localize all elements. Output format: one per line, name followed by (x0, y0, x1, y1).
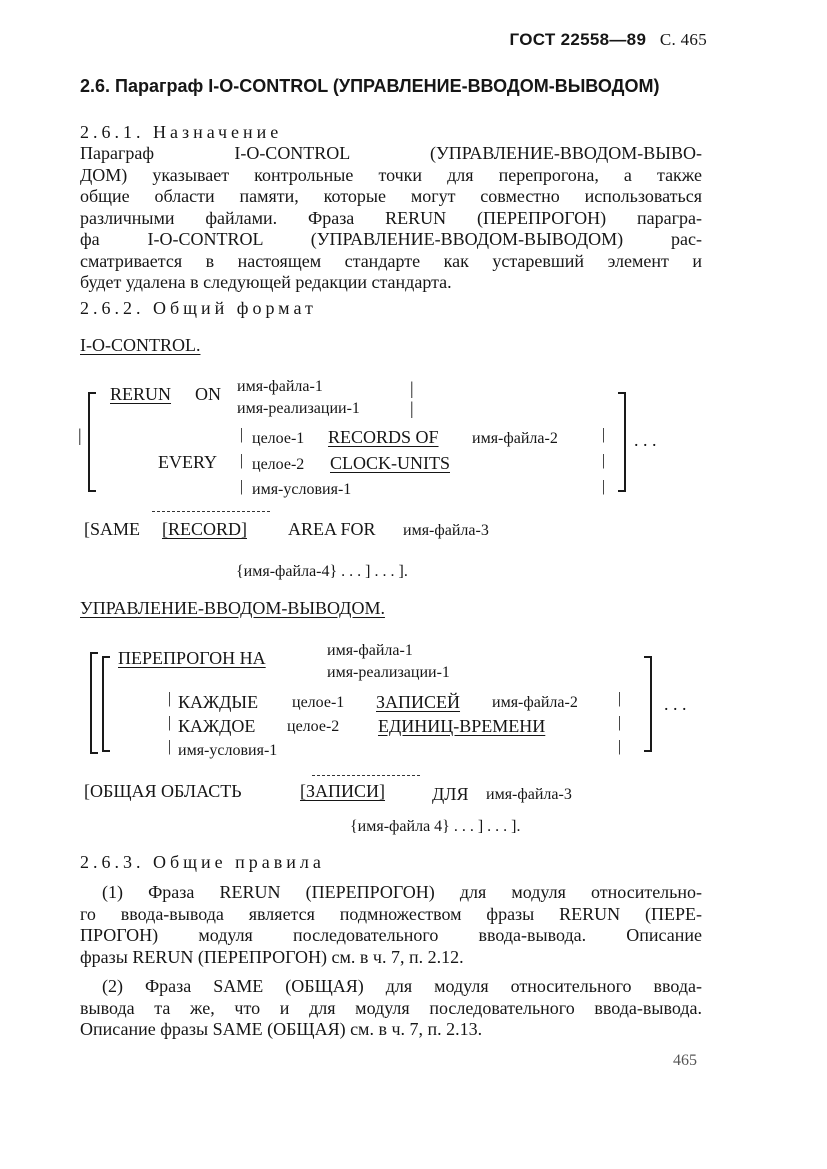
clock-units-keyword: CLOCK-UNITS (330, 453, 450, 473)
brace: | (618, 714, 622, 731)
io-control-keyword: I-O-CONTROL. (80, 335, 201, 355)
rerun-keyword: RERUN (110, 384, 172, 404)
io-control-keyword-ru: УПРАВЛЕНИЕ-ВВОДОМ-ВЫВОДОМ. (80, 598, 385, 618)
condition-name-1: имя-условия-1 (178, 742, 278, 759)
file-name-4-clause: {имя-файла-4} . . . ] . . . ]. (236, 563, 408, 580)
integer-1: целое-1 (252, 430, 305, 447)
records-optional-keyword: [ЗАПИСИ] (300, 781, 386, 801)
text-line: го ввода-вывода является подмножеством фразы RERUN (ПЕРЕ- (80, 903, 702, 924)
header-page: С. 465 (659, 30, 707, 49)
left-bracket (88, 392, 96, 492)
brace: | (602, 452, 606, 469)
rerun-keyword-ru: ПЕРЕПРОГОН НА (118, 648, 266, 668)
rule-2-paragraph (80, 976, 702, 1041)
brace: | (410, 378, 414, 398)
brace: | (618, 690, 622, 707)
brace: | (618, 738, 622, 755)
file-name-1: имя-файла-1 (327, 642, 413, 659)
brace: | (240, 452, 244, 469)
text-line: различными файлами. Фраза RERUN (ПЕРЕПРОГОН) парагра- (80, 207, 702, 228)
file-name-2: имя-файла-2 (472, 430, 558, 447)
brace: | (168, 714, 172, 731)
running-header (510, 30, 707, 50)
file-name-4-clause: {имя-файла 4} . . . ] . . . ]. (350, 818, 521, 835)
text-line: ПРОГОН) модуля последовательного ввода-вывода. Описание (80, 925, 702, 945)
brace: | (602, 426, 606, 443)
on-keyword: ON (195, 384, 221, 404)
text-line: общие области памяти, которые могут совместно использоваться (80, 186, 702, 206)
brace: | (240, 478, 244, 495)
text-line: (2) Фраза SAME (ОБЩАЯ) для модуля относительного ввода- (102, 976, 702, 996)
records-keyword-ru: ЗАПИСЕЙ (376, 692, 461, 712)
text-line: (1) Фраза RERUN (ПЕРЕПРОГОН) для модуля относительно- (102, 882, 702, 902)
text-line: сматривается в настоящем стандарте как устаревший элемент и (80, 250, 702, 271)
ellipsis: . . . (634, 430, 657, 450)
text-line: фразы RERUN (ПЕРЕПРОГОН) см. в ч. 7, п. 2.12. (80, 946, 464, 967)
every-keyword: EVERY (158, 452, 218, 472)
text-line: фа I-O-CONTROL (УПРАВЛЕНИЕ-ВВОДОМ-ВЫВОДОМ) рас- (80, 229, 702, 249)
text-line: вывода та же, что и для модуля последовательного ввода-вывода. (80, 997, 702, 1018)
impl-name-1: имя-реализации-1 (327, 664, 450, 681)
brace: | (410, 398, 414, 418)
brace: | (240, 426, 244, 443)
section-title: 2.6. Параграф I-O-CONTROL (УПРАВЛЕНИЕ-ВВОДОМ-ВЫВОДОМ) (80, 76, 660, 96)
record-keyword: [RECORD] (162, 519, 247, 539)
file-name-2: имя-файла-2 (492, 694, 578, 711)
text-line: ДОМ) указывает контрольные точки для перепрогона, а также (80, 164, 702, 185)
purpose-paragraph (80, 143, 702, 294)
text-line: Параграф I-O-CONTROL (УПРАВЛЕНИЕ-ВВОДОМ-ВЫВО- (80, 143, 702, 163)
common-area-keyword: [ОБЩАЯ ОБЛАСТЬ (84, 781, 242, 801)
format-heading: 2.6.2. Общий формат (80, 298, 317, 318)
file-name-1: имя-файла-1 (237, 378, 323, 395)
rule-1-paragraph (80, 882, 702, 968)
time-units-keyword: ЕДИНИЦ-ВРЕМЕНИ (378, 716, 546, 736)
optional-marker (312, 775, 420, 776)
left-bracket (90, 652, 98, 754)
records-of-keyword: RECORDS OF (328, 427, 439, 447)
optional-marker (152, 511, 270, 512)
each-keyword-2: КАЖДОЕ (178, 716, 256, 736)
each-keyword-1: КАЖДЫЕ (178, 692, 259, 712)
file-name-3: имя-файла-3 (403, 522, 489, 539)
brace: | (168, 738, 172, 755)
left-bracket (102, 656, 110, 752)
ellipsis: . . . (664, 694, 687, 714)
integer-2: целое-2 (252, 456, 305, 473)
same-keyword: [SAME (84, 519, 141, 539)
condition-name-1: имя-условия-1 (252, 481, 352, 498)
rules-heading: 2.6.3. Общие правила (80, 852, 325, 872)
brace: | (602, 478, 606, 495)
area-for-keyword: AREA FOR (288, 519, 376, 539)
page-number: 465 (673, 1052, 697, 1069)
standard-code: ГОСТ 22558—89 (509, 30, 647, 49)
integer-1: целое-1 (292, 694, 345, 711)
text-line: будет удалена в следующей редакции стандарта. (80, 272, 452, 292)
integer-2: целое-2 (287, 718, 340, 735)
text-line: Описание фразы SAME (ОБЩАЯ) см. в ч. 7, п. 2.13. (80, 1019, 483, 1039)
right-bracket (644, 656, 652, 752)
for-keyword: ДЛЯ (432, 784, 469, 804)
outer-bracket-mark: | (78, 425, 82, 445)
file-name-3: имя-файла-3 (486, 786, 572, 803)
impl-name-1: имя-реализации-1 (237, 400, 360, 417)
brace: | (168, 690, 172, 707)
right-bracket (618, 392, 626, 492)
purpose-heading: 2.6.1. Назначение (80, 122, 283, 142)
